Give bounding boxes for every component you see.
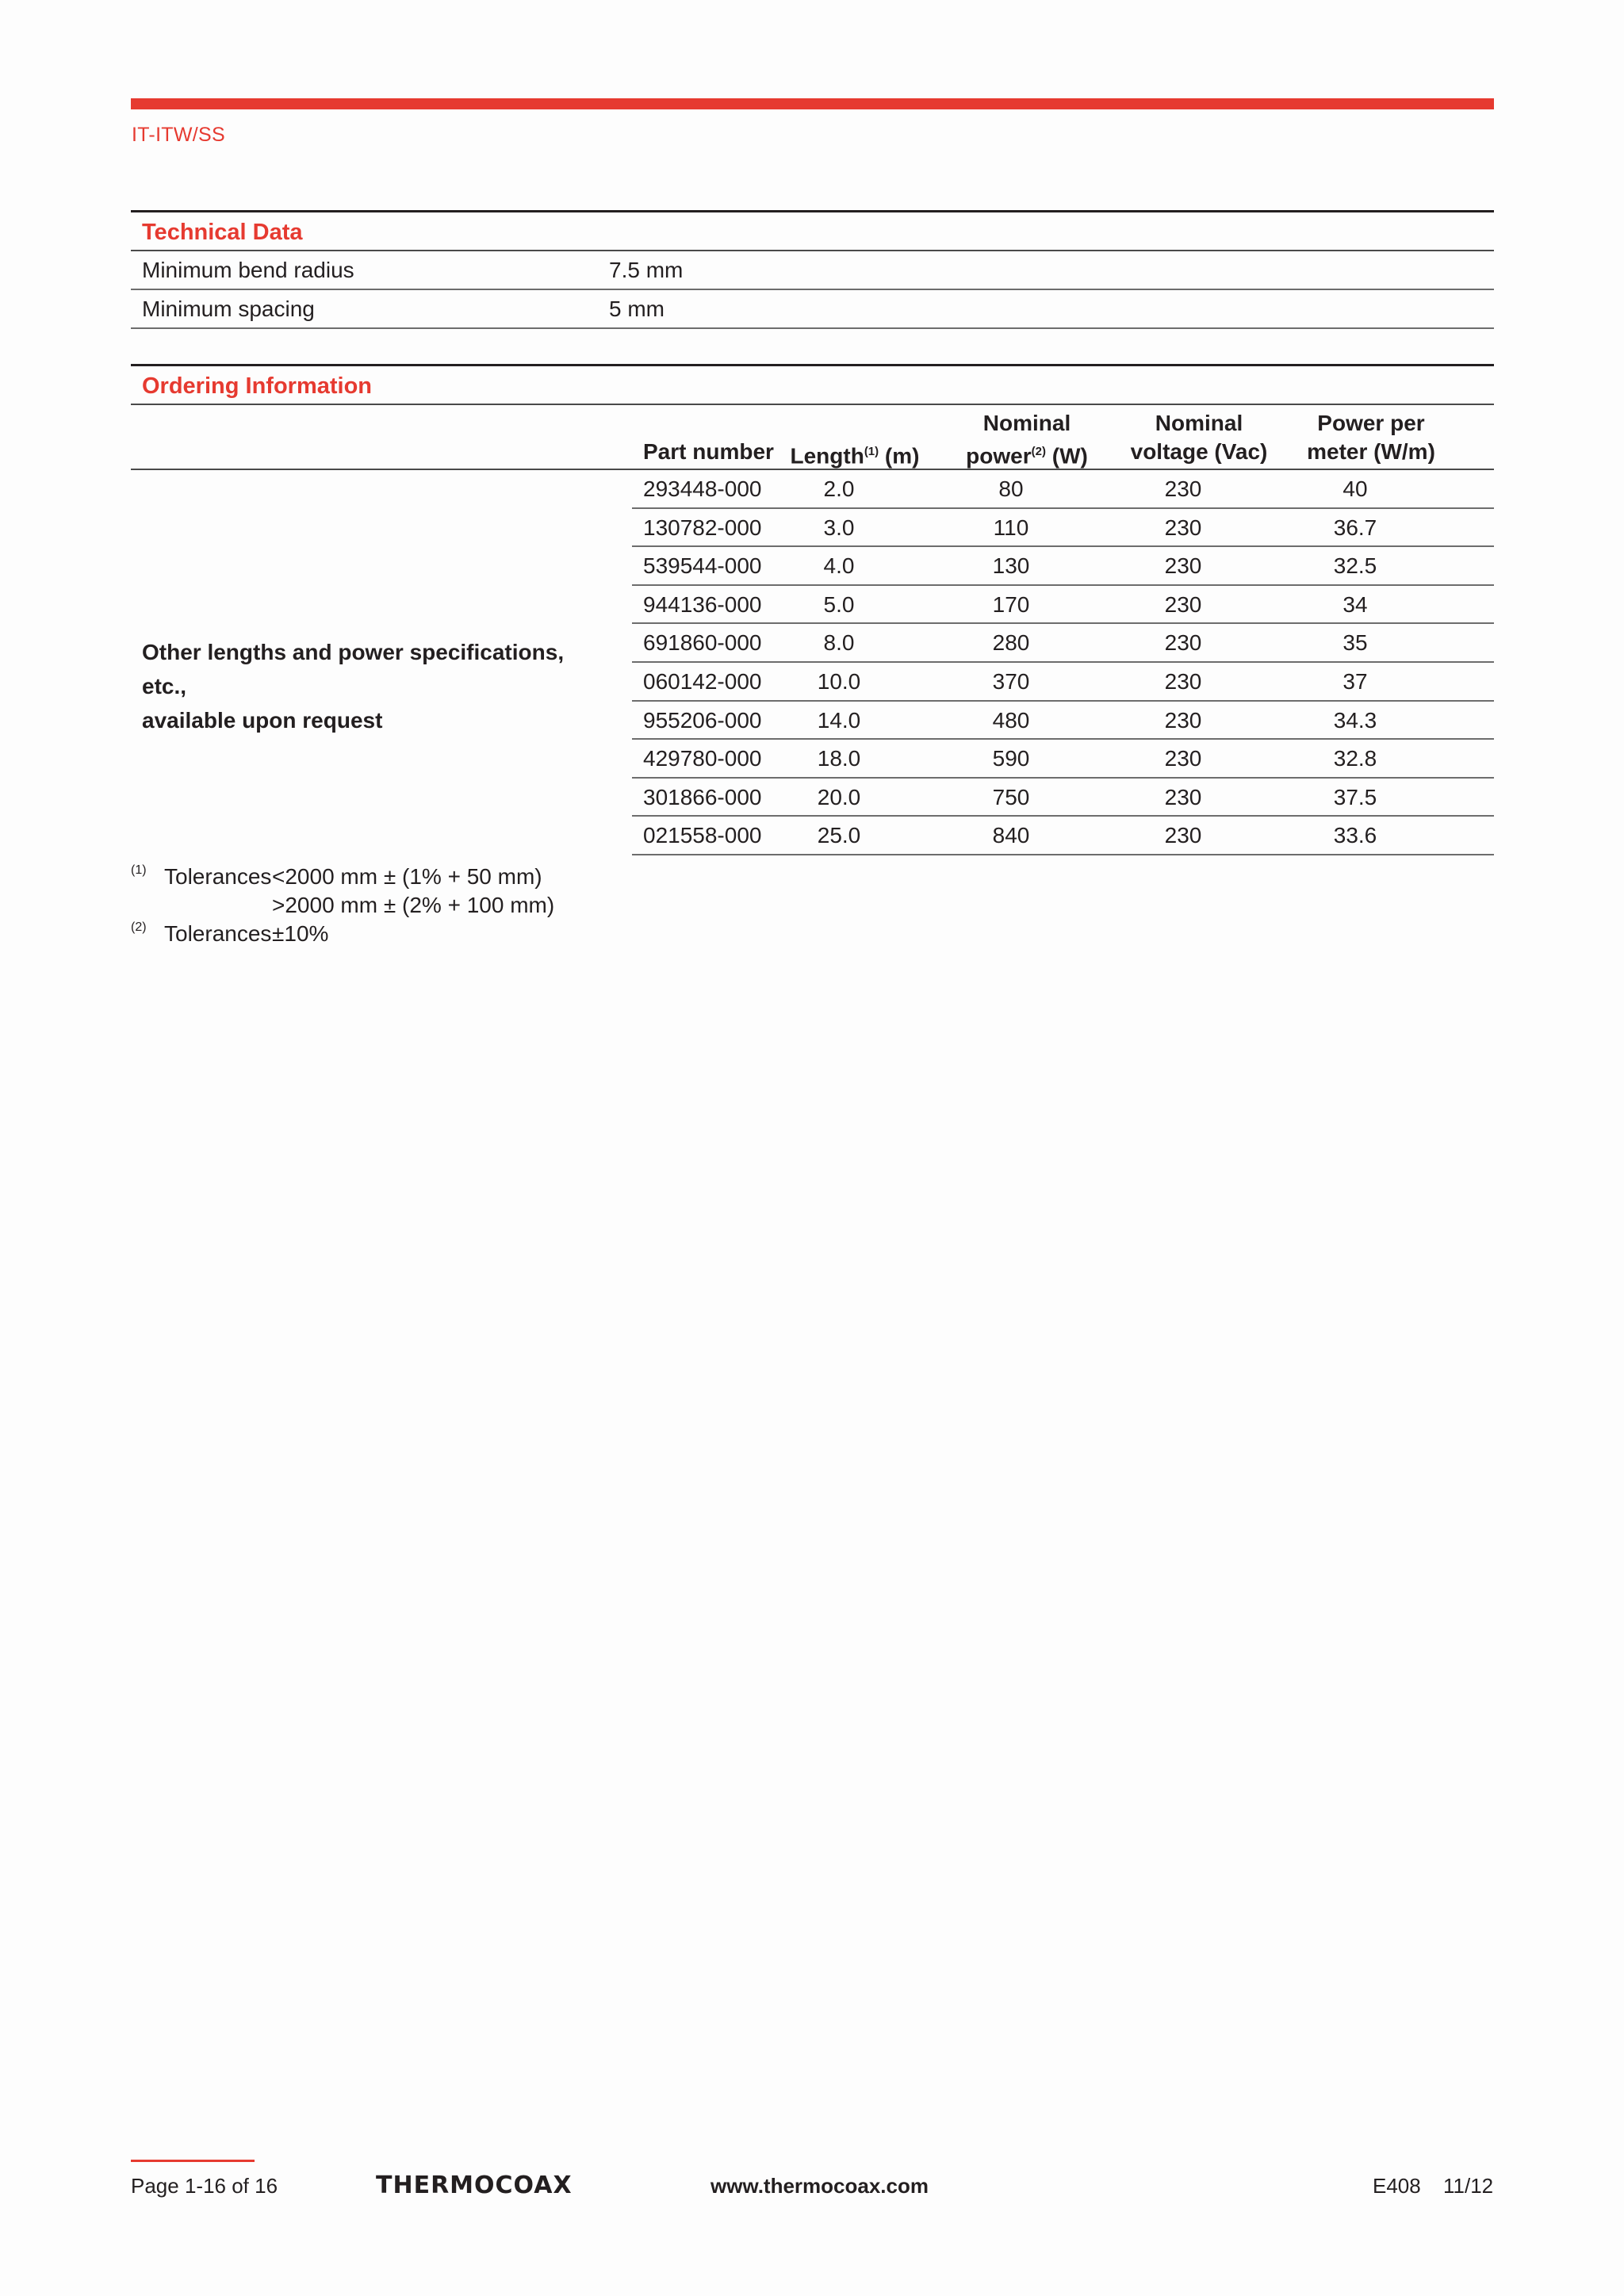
- part-number-cell: 293448-000: [643, 476, 762, 501]
- footnote-1-mark: (1): [131, 863, 147, 877]
- table-row: [632, 470, 1494, 509]
- table-row: [632, 547, 1494, 586]
- footnote-1-label: Tolerances: [164, 864, 272, 889]
- part-number-cell: 130782-000: [643, 515, 762, 540]
- table-row: [632, 663, 1494, 702]
- part-number-cell: 021558-000: [643, 823, 762, 848]
- tech-row-spacing: [131, 290, 1494, 329]
- col-header-power: [948, 409, 1106, 470]
- voltage-cell: 230: [1164, 630, 1202, 656]
- power-header-line2: [948, 438, 1106, 470]
- part-number-cell: 060142-000: [643, 669, 762, 694]
- power-cell: 750: [992, 784, 1030, 809]
- length-cell: 4.0: [823, 553, 855, 579]
- document-code: IT-ITW/SS: [132, 124, 225, 146]
- tech-label: Minimum bend radius: [142, 258, 354, 282]
- length-cell: 5.0: [823, 591, 855, 617]
- table-row: [632, 509, 1494, 548]
- power-cell: 170: [992, 591, 1030, 617]
- ppm-header-line2: meter (W/m): [1307, 439, 1435, 464]
- power-per-meter-cell: 37: [1342, 669, 1368, 694]
- table-row: [632, 817, 1494, 855]
- table-row: [632, 586, 1494, 625]
- table-row: [632, 779, 1494, 817]
- power-header-line1: Nominal: [982, 411, 1071, 435]
- voltage-cell: 230: [1164, 515, 1202, 540]
- availability-note: [142, 635, 586, 737]
- voltage-cell: 230: [1164, 553, 1202, 579]
- ppm-header-line1: Power per: [1317, 411, 1425, 435]
- length-cell: 20.0: [817, 784, 861, 809]
- part-number-cell: 301866-000: [643, 784, 762, 809]
- length-cell: 3.0: [823, 515, 855, 540]
- footnote-2-mark: (2): [131, 920, 147, 934]
- tech-row-bend-radius: [131, 251, 1494, 290]
- part-number-cell: 429780-000: [643, 746, 762, 771]
- power-cell: 370: [992, 669, 1030, 694]
- length-cell: 25.0: [817, 823, 861, 848]
- footnote-1-line-2: >2000 mm ± (2% + 100 mm): [272, 893, 555, 917]
- technical-data-title: Technical Data: [142, 220, 303, 245]
- page-number: Page 1-16 of 16: [131, 2174, 278, 2198]
- voltage-header-line1: Nominal: [1155, 411, 1243, 435]
- power-per-meter-cell: 32.5: [1333, 553, 1377, 579]
- power-unit: (W): [1045, 443, 1088, 469]
- brand-logo: THERMOCOAX: [376, 2172, 573, 2199]
- table-row: [632, 702, 1494, 740]
- note-line-2: available upon request: [142, 708, 383, 733]
- part-number-cell: 955206-000: [643, 707, 762, 733]
- power-per-meter-cell: 40: [1342, 476, 1368, 501]
- length-cell: 2.0: [823, 476, 855, 501]
- voltage-cell: 230: [1164, 784, 1202, 809]
- technical-data-title-row: [131, 210, 1494, 251]
- document-reference: E408: [1373, 2174, 1421, 2198]
- length-unit: (m): [879, 443, 920, 469]
- note-line-1: Other lengths and power specifications, etc.,: [142, 640, 565, 698]
- tech-value: 7.5 mm: [609, 258, 684, 282]
- power-label: power: [966, 443, 1032, 469]
- power-per-meter-cell: 35: [1342, 630, 1368, 656]
- length-cell: 8.0: [823, 630, 855, 656]
- power-per-meter-cell: 33.6: [1333, 823, 1377, 848]
- power-footnote-mark: (2): [1031, 445, 1046, 458]
- power-per-meter-cell: 32.8: [1333, 746, 1377, 771]
- col-header-part-number: Part number: [643, 439, 774, 464]
- voltage-cell: 230: [1164, 746, 1202, 771]
- power-per-meter-cell: 34.3: [1333, 707, 1377, 733]
- tech-label: Minimum spacing: [142, 297, 315, 321]
- length-cell: 10.0: [817, 669, 861, 694]
- power-cell: 280: [992, 630, 1030, 656]
- length-footnote-mark: (1): [864, 445, 879, 458]
- table-row: [632, 624, 1494, 663]
- footnote-2-line-1: ±10%: [272, 921, 329, 946]
- part-number-cell: 944136-000: [643, 591, 762, 617]
- col-header-voltage: [1120, 409, 1278, 466]
- document-date: 11/12: [1443, 2174, 1494, 2198]
- ordering-title: Ordering Information: [142, 373, 372, 399]
- voltage-cell: 230: [1164, 823, 1202, 848]
- col-header-power-per-meter: [1292, 409, 1450, 466]
- power-cell: 480: [992, 707, 1030, 733]
- part-number-cell: 691860-000: [643, 630, 762, 656]
- part-number-cell: 539544-000: [643, 553, 762, 579]
- tech-value: 5 mm: [609, 297, 665, 321]
- col-header-length: [776, 438, 934, 470]
- length-cell: 14.0: [817, 707, 861, 733]
- table-row: [632, 740, 1494, 779]
- voltage-cell: 230: [1164, 669, 1202, 694]
- power-per-meter-cell: 36.7: [1333, 515, 1377, 540]
- footnote-1-line-1: <2000 mm ± (1% + 50 mm): [272, 864, 542, 889]
- voltage-cell: 230: [1164, 476, 1202, 501]
- length-label: Length: [790, 443, 864, 469]
- website-link[interactable]: www.thermocoax.com: [710, 2174, 929, 2198]
- power-per-meter-cell: 37.5: [1333, 784, 1377, 809]
- power-cell: 130: [992, 553, 1030, 579]
- power-cell: 590: [992, 746, 1030, 771]
- length-cell: 18.0: [817, 746, 861, 771]
- power-per-meter-cell: 34: [1342, 591, 1368, 617]
- voltage-cell: 230: [1164, 591, 1202, 617]
- ordering-title-row: [131, 364, 1494, 405]
- voltage-header-line2: voltage (Vac): [1130, 439, 1268, 464]
- footer-accent-rule: [131, 2160, 255, 2162]
- voltage-cell: 230: [1164, 707, 1202, 733]
- header-accent-bar: [131, 98, 1494, 109]
- power-cell: 840: [992, 823, 1030, 848]
- power-cell: 80: [998, 476, 1024, 501]
- footnote-2-label: Tolerances: [164, 921, 272, 946]
- power-cell: 110: [993, 515, 1029, 540]
